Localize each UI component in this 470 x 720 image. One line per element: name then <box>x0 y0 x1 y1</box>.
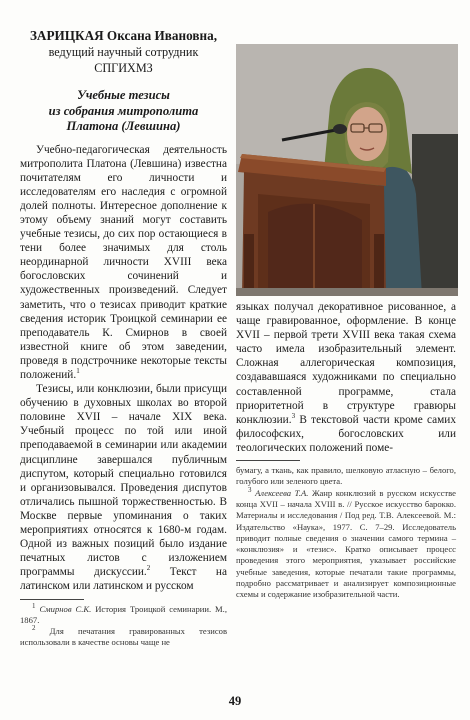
author-block <box>20 28 227 76</box>
paragraph: Учебно-педагогическая деятельность митрополита Платона (Левшина) известна почитателям его личности и исследователям его наследия с огромной долей полноты. Интересное дополнение к этому объему знаний могут составить учебные тезисы, до сих пор остающиеся в тени более значимых для столь неординарной личности XVIII века богословских сочинений и художественных произведений. Следует заметить, что о тезисах приводит краткие сведения историк Троицкой семинарии ее преподаватель К. Смирнов в своей известной книге об этом заведении, проведя в подстрочнике некоторые тексты положений.$^1$ <box>20 143 227 381</box>
speaker-photo <box>236 44 458 296</box>
page-number: 49 <box>228 694 242 708</box>
right-footnotes <box>236 465 456 601</box>
footnote-ref: 1 <box>76 367 80 376</box>
footnote-divider <box>236 460 300 461</box>
footnote: $^3$ Алексеева Т.А. Жанр конклюзий в русском искусстве конца XVII – начала XVIII в. // Русское искусство барокко. Материалы и исследования / Под ред. Т.В. Алексеевой. М.: Издательство «Наука», 1977. С. 7–29. Исследователь приводит полные сведения о значении самого термина – «конклюзия» и «тезис». Кратко описывает процесс проведения этого мероприятия, указывает российские учебные заведения, которые печатали такие программы, подробно рассматривает и анализирует композиционные схемы и содержание изобразительной части. <box>236 485 456 600</box>
article-title-line: Учебные тезисы <box>77 88 170 102</box>
right-column <box>236 300 456 601</box>
left-column <box>20 28 227 649</box>
right-body-text <box>236 300 456 455</box>
article-title-line: Платона (Левшина) <box>66 119 181 133</box>
paragraph: языках получал декоративное рисованное, а чаще гравированное, оформление. В конце XVII – первой трети XVIII века такая схема часто имела изобразительный элемент. Сложная аллегорическая композиция, создававшаяся художниками по специально составленной программе, стала приоритетной в структуре гравюры конклюзии.$^3$ В текстовой части кроме самих философских, богословских или теологических положений поме- <box>236 301 456 454</box>
footnote-divider <box>20 599 84 600</box>
article-title-line: из собрания митрополита <box>48 103 199 118</box>
footnote: бумагу, а ткань, как правило, шелковую атласную – белого, голубого или зеленого цвета. <box>236 465 456 487</box>
author-name: ЗАРИЦКАЯ Оксана Ивановна, <box>29 28 218 43</box>
left-body-text <box>20 143 227 594</box>
author-organization: СПГИХМЗ <box>94 61 153 75</box>
left-footnotes <box>20 601 227 649</box>
footnote-ref: 2 <box>146 564 151 573</box>
footnote-ref: 3 <box>291 411 296 420</box>
paragraph: Тезисы, или конклюзии, были присущи обучению в духовных школах во второй половине XVII – начале XIX века. Учебный процесс по той или иной преподаваемой в семинарии или академии дисциплине завершался публичным диспутом, который специально готовился и организовывался. Проведения диспутов отличались пышной торжественностью. В Москве первые упоминания о таких мероприятиях относятся к 1680-м годам. Одной из важных позиций было издание печатных листов с изложением программы дискуссии.$^2$ Текст на латинском или латинском и русском <box>20 383 227 593</box>
article-title <box>20 88 227 135</box>
author-position: ведущий научный сотрудник <box>48 45 199 59</box>
footnote: $^1$ Смирнов С.К. История Троицкой семинарии. М., 1867. <box>20 601 227 625</box>
footnote: $^2$ Для печатания гравированных тезисов использовали в качестве основы чаще не <box>20 624 227 648</box>
